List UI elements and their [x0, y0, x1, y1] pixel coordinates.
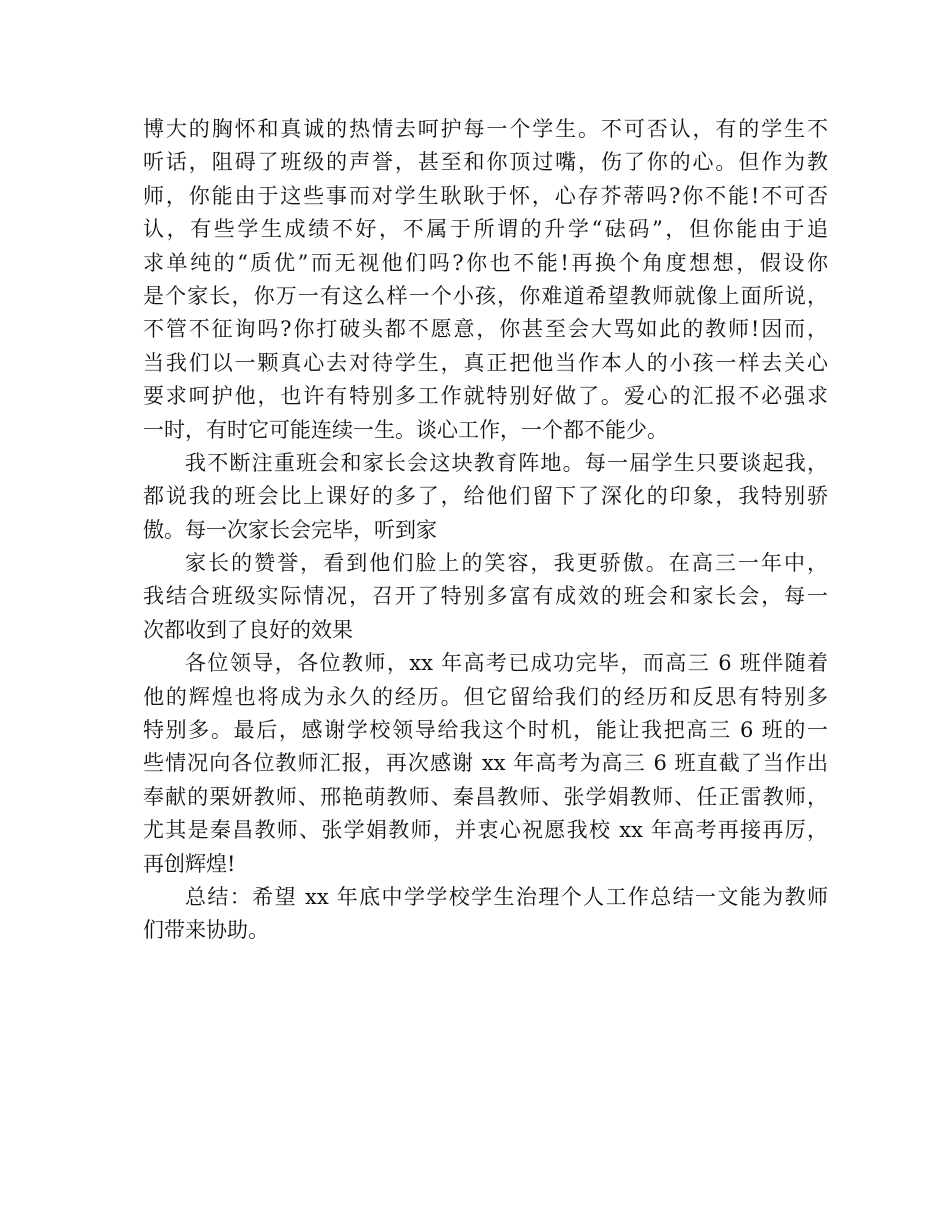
text-line: 他的辉煌也将成为永久的经历。但它留给我们的经历和反思有特别多: [143, 684, 828, 709]
text-line: 当我们以一颗真心去对待学生，真正把他当作本人的小孩一样去关心: [143, 350, 828, 375]
text-line: 们带来协助。: [143, 918, 269, 943]
text-line: 我结合班级实际情况，召开了特别多富有成效的班会和家长会，每一: [143, 584, 828, 609]
text-line: 尤其是秦昌教师、张学娟教师，并衷心祝愿我校 xx 年高考再接再厉，: [143, 818, 828, 843]
text-line: 是个家长，你万一有这么样一个小孩，你难道希望教师就像上面所说，: [143, 283, 828, 308]
text-line: 总结：希望 xx 年底中学学校学生治理个人工作总结一文能为教师: [185, 884, 828, 909]
text-line: 特别多。最后，感谢学校领导给我这个时机，能让我把高三 6 班的一: [143, 718, 828, 743]
text-line: 再创辉煌!: [143, 851, 236, 876]
text-line: 不管不征询吗?你打破头都不愿意，你甚至会大骂如此的教师!因而，: [143, 317, 828, 342]
text-line: 傲。每一次家长会完毕，听到家: [143, 517, 437, 542]
text-line: 各位领导，各位教师，xx 年高考已成功完毕，而高三 6 班伴随着: [185, 651, 828, 676]
text-line: 要求呵护他，也许有特别多工作就特别好做了。爱心的汇报不必强求: [143, 384, 828, 409]
text-line: 家长的赞誉，看到他们脸上的笑容，我更骄傲。在高三一年中，: [185, 551, 828, 576]
text-line: 次都收到了良好的效果: [143, 617, 353, 642]
text-line: 些情况向各位教师汇报，再次感谢 xx 年高考为高三 6 班直截了当作出: [143, 751, 828, 776]
text-line: 我不断注重班会和家长会这块教育阵地。每一届学生只要谈起我，: [185, 450, 828, 475]
text-line: 博大的胸怀和真诚的热情去呵护每一个学生。不可否认，有的学生不: [143, 117, 828, 141]
text-line: 听话，阻碍了班级的声誉，甚至和你顶过嘴，伤了你的心。但作为教: [143, 150, 828, 175]
document-body: [143, 113, 828, 948]
text-line: 求单纯的“质优”而无视他们吗?你也不能!再换个角度想想，假设你: [143, 250, 828, 275]
text-line: 都说我的班会比上课好的多了，给他们留下了深化的印象，我特别骄: [143, 484, 828, 509]
text-line: 师，你能由于这些事而对学生耿耿于怀，心存芥蒂吗?你不能!不可否: [143, 183, 828, 208]
text-line: 认，有些学生成绩不好，不属于所谓的升学“砝码”，但你能由于追: [143, 217, 828, 242]
text-line: 一时，有时它可能连续一生。谈心工作，一个都不能少。: [143, 417, 668, 442]
text-line: 奉献的栗妍教师、邢艳萌教师、秦昌教师、张学娟教师、任正雷教师，: [143, 784, 828, 809]
